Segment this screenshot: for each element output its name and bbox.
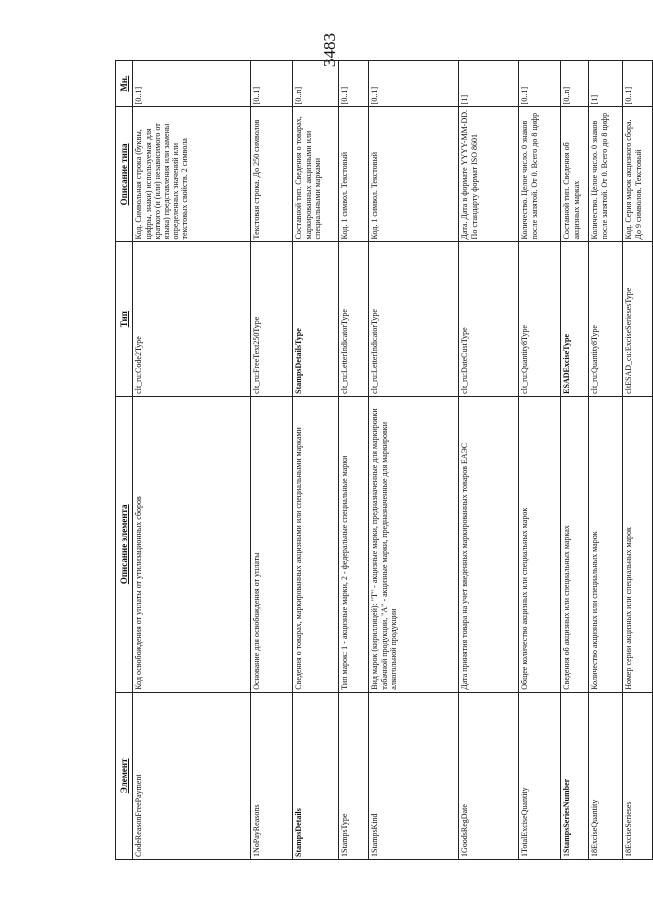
row-prefix: 1: [370, 853, 380, 857]
header-element-description: Описание элемента: [116, 396, 133, 692]
type-description-cell: Текстовая строка. До 250 символов: [251, 107, 293, 242]
type-description-cell: Составной тип. Сведения о товарах, маркированных акцизными или специальными марками: [293, 107, 339, 242]
element-name: StampsSeriesNumber: [562, 778, 572, 853]
header-type: Тип: [116, 242, 133, 396]
element-name: TotalExciseQuantity: [520, 787, 530, 853]
element-cell: [133, 692, 251, 859]
type-description-cell: Код. 1 символ. Текстовый: [339, 107, 369, 242]
header-element: Элемент: [116, 692, 133, 859]
type-cell: clt_ru:Quantity8Type: [519, 242, 561, 396]
multiplicity-cell: [0..n]: [561, 61, 589, 107]
type-description-cell: Дата. Дата в формате YYYY-MM-DD. По стандарту формат ISO 8601: [459, 107, 519, 242]
description-cell: Код освобождения от уплаты от утилизационных сборов: [133, 396, 251, 692]
table-row: [251, 61, 293, 860]
row-prefix: 1: [562, 853, 572, 857]
multiplicity-cell: [0..1]: [369, 61, 459, 107]
row-prefix: 18: [590, 849, 600, 857]
element-name: StampsDetails: [294, 808, 304, 857]
element-name: NoPayReasons: [252, 804, 262, 853]
row-prefix: 1: [252, 853, 262, 857]
description-cell: Номер серии акцизных или специальных марок: [623, 396, 653, 692]
element-cell: [459, 692, 519, 859]
description-cell: Сведения об акцизных или специальных марках: [561, 396, 589, 692]
element-name: StampsType: [340, 813, 350, 853]
element-name: GoodsRegDate: [460, 804, 470, 853]
table-row: [623, 61, 653, 860]
table-row: [561, 61, 589, 860]
row-prefix: 18: [624, 849, 634, 857]
table-row: [589, 61, 623, 860]
type-description-cell: Составной тип. Сведения об акцизных марках: [561, 107, 589, 242]
type-cell: clt_ru:LetterIndicatorType: [369, 242, 459, 396]
type-description-cell: Количество. Целое число. 0 знаков после запятой. От 0. Всего до 8 цифр: [589, 107, 623, 242]
element-cell: [561, 692, 589, 859]
element-cell: [623, 692, 653, 859]
multiplicity-cell: [0..1]: [519, 61, 561, 107]
multiplicity-cell: [0..n]: [293, 61, 339, 107]
table-row: [519, 61, 561, 860]
type-description-cell: Код. Серия марок акцизного сбора. До 9 символов. Текстовый: [623, 107, 653, 242]
row-prefix: 1: [520, 853, 530, 857]
type-description-cell: Количество. Целое число. 0 знаков после запятой. От 0. Всего до 8 цифр: [519, 107, 561, 242]
description-cell: Тип марок: 1 - акцизные марки, 2 - федеральные специальные марки: [339, 396, 369, 692]
table-row: [459, 61, 519, 860]
description-cell: Общее количество акцизных или специальных марок: [519, 396, 561, 692]
table-row: [339, 61, 369, 860]
element-cell: [589, 692, 623, 859]
element-cell: [251, 692, 293, 859]
multiplicity-cell: [0..1]: [133, 61, 251, 107]
type-cell: cltESAD_cu:ExciseSeriesesType: [623, 242, 653, 396]
multiplicity-cell: [0..1]: [339, 61, 369, 107]
description-cell: Количество акцизных или специальных марок: [589, 396, 623, 692]
page-number: 3483: [320, 33, 339, 67]
row-prefix: 1: [340, 853, 350, 857]
element-name: ExciseQuantity: [590, 799, 600, 849]
multiplicity-cell: [0..1]: [251, 61, 293, 107]
table-row: [133, 61, 251, 860]
description-cell: Дата принятия товара на учет введенных маркированных товаров ЕАЭС: [459, 396, 519, 692]
table-row: [293, 61, 339, 860]
type-cell: clt_ru:DateCustType: [459, 242, 519, 396]
type-cell: clt_ru:Code2Type: [133, 242, 251, 396]
element-cell: [293, 692, 339, 859]
element-name: ExciseSerieses: [624, 801, 634, 849]
element-name: StampsKind: [370, 813, 380, 853]
description-cell: Вид марок (кириллицей): "Т" - акцизные марки, предназначенные для маркировки табачной продукции, "А" - акцизные марки, предназначенные для маркировки алкогольной продукции: [369, 396, 459, 692]
type-description-cell: Код. Символьная строка (буквы, цифры, знаки) используемая для краткого (и (или) независимого от языка) представления или замены определенных значений или текстовых свойств. 2 символа: [133, 107, 251, 242]
multiplicity-cell: [0..1]: [623, 61, 653, 107]
type-cell: clt_ru:Quantity8Type: [589, 242, 623, 396]
type-cell: clt_ru:FreeText250Type: [251, 242, 293, 396]
element-name: CodeReasonFreePayment: [134, 774, 144, 857]
type-cell: clt_ru:LetterIndicatorType: [339, 242, 369, 396]
description-cell: Основание для освобождения от уплаты: [251, 396, 293, 692]
element-cell: [519, 692, 561, 859]
multiplicity-cell: [1]: [589, 61, 623, 107]
row-prefix: 1: [460, 853, 470, 857]
table-header-row: [116, 61, 133, 860]
header-type-description: Описание типа: [116, 107, 133, 242]
element-cell: [369, 692, 459, 859]
element-cell: [339, 692, 369, 859]
table-row: [369, 61, 459, 860]
multiplicity-cell: [1]: [459, 61, 519, 107]
elements-table: [115, 60, 653, 860]
rotated-table-container: [115, 60, 643, 860]
header-multiplicity: Мн.: [116, 61, 133, 107]
type-cell: StampsDetailsType: [293, 242, 339, 396]
description-cell: Сведения о товарах, маркированных акцизными или специальными марками: [293, 396, 339, 692]
type-description-cell: Код. 1 символ. Текстовый: [369, 107, 459, 242]
type-cell: ESADExciseType: [561, 242, 589, 396]
